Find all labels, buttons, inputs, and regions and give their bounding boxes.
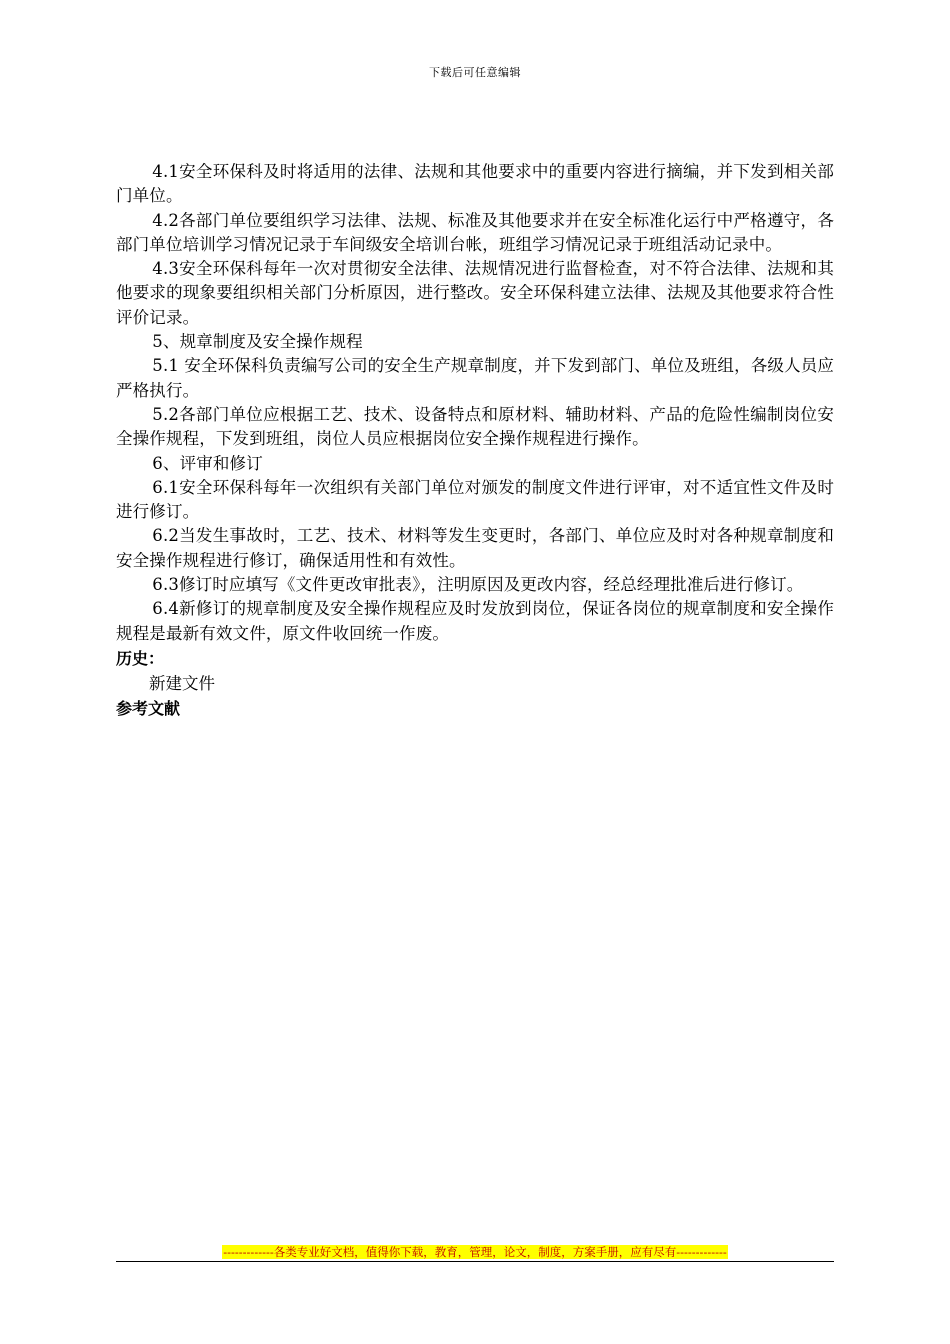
history-entry: 新建文件	[149, 673, 215, 693]
history-heading: 历史：	[116, 648, 165, 668]
footer-banner	[0, 1245, 950, 1259]
paragraph-5-1: 5.1 安全环保科负责编写公司的安全生产规章制度，并下发到部门、单位及班组，各级人员应严格执行。	[116, 356, 834, 400]
footer-divider	[116, 1261, 834, 1262]
page-header: 下载后可任意编辑	[429, 66, 521, 79]
paragraph-6-2: 6.2当发生事故时，工艺、技术、材料等发生变更时，各部门、单位应及时对各种规章制度和安全操作规程进行修订，确保适用性和有效性。	[116, 526, 834, 570]
paragraph-4-2: 4.2各部门单位要组织学习法律、法规、标准及其他要求并在安全标准化运行中严格遵守，各部门单位培训学习情况记录于车间级安全培训台帐，班组学习情况记录于班组活动记录中。	[116, 210, 834, 254]
references-heading: 参考文献	[116, 698, 181, 718]
paragraph-4-1: 4.1安全环保科及时将适用的法律、法规和其他要求中的重要内容进行摘编，并下发到相关部门单位。	[116, 162, 834, 206]
paragraph-5-2: 5.2各部门单位应根据工艺、技术、设备特点和原材料、辅助材料、产品的危险性编制岗位安全操作规程，下发到班组，岗位人员应根据岗位安全操作规程进行操作。	[116, 404, 834, 449]
paragraph-6-1: 6.1安全环保科每年一次组织有关部门单位对颁发的制度文件进行评审，对不适宜性文件及时进行修订。	[116, 477, 834, 522]
section-5-title: 5、规章制度及安全操作规程	[152, 332, 363, 352]
paragraph-6-3: 6.3修订时应填写《文件更改审批表》，注明原因及更改内容，经总经理批准后进行修订。	[152, 575, 804, 595]
document-body	[116, 160, 834, 721]
footer-banner-text: -------------各类专业好文档，值得你下载，教育，管理，论文，制度，方案手册，应有尽有-------------	[223, 1245, 727, 1259]
paragraph-4-3: 4.3安全环保科每年一次对贯彻安全法律、法规情况进行监督检查，对不符合法律、法规和其他要求的现象要组织相关部门分析原因，进行整改。安全环保科建立法律、法规及其他要求符合性评价记录。	[116, 259, 834, 327]
paragraph-6-4: 6.4新修订的规章制度及安全操作规程应及时发放到岗位，保证各岗位的规章制度和安全操作规程是最新有效文件，原文件收回统一作废。	[116, 599, 834, 643]
section-6-title: 6、评审和修订	[152, 453, 263, 473]
